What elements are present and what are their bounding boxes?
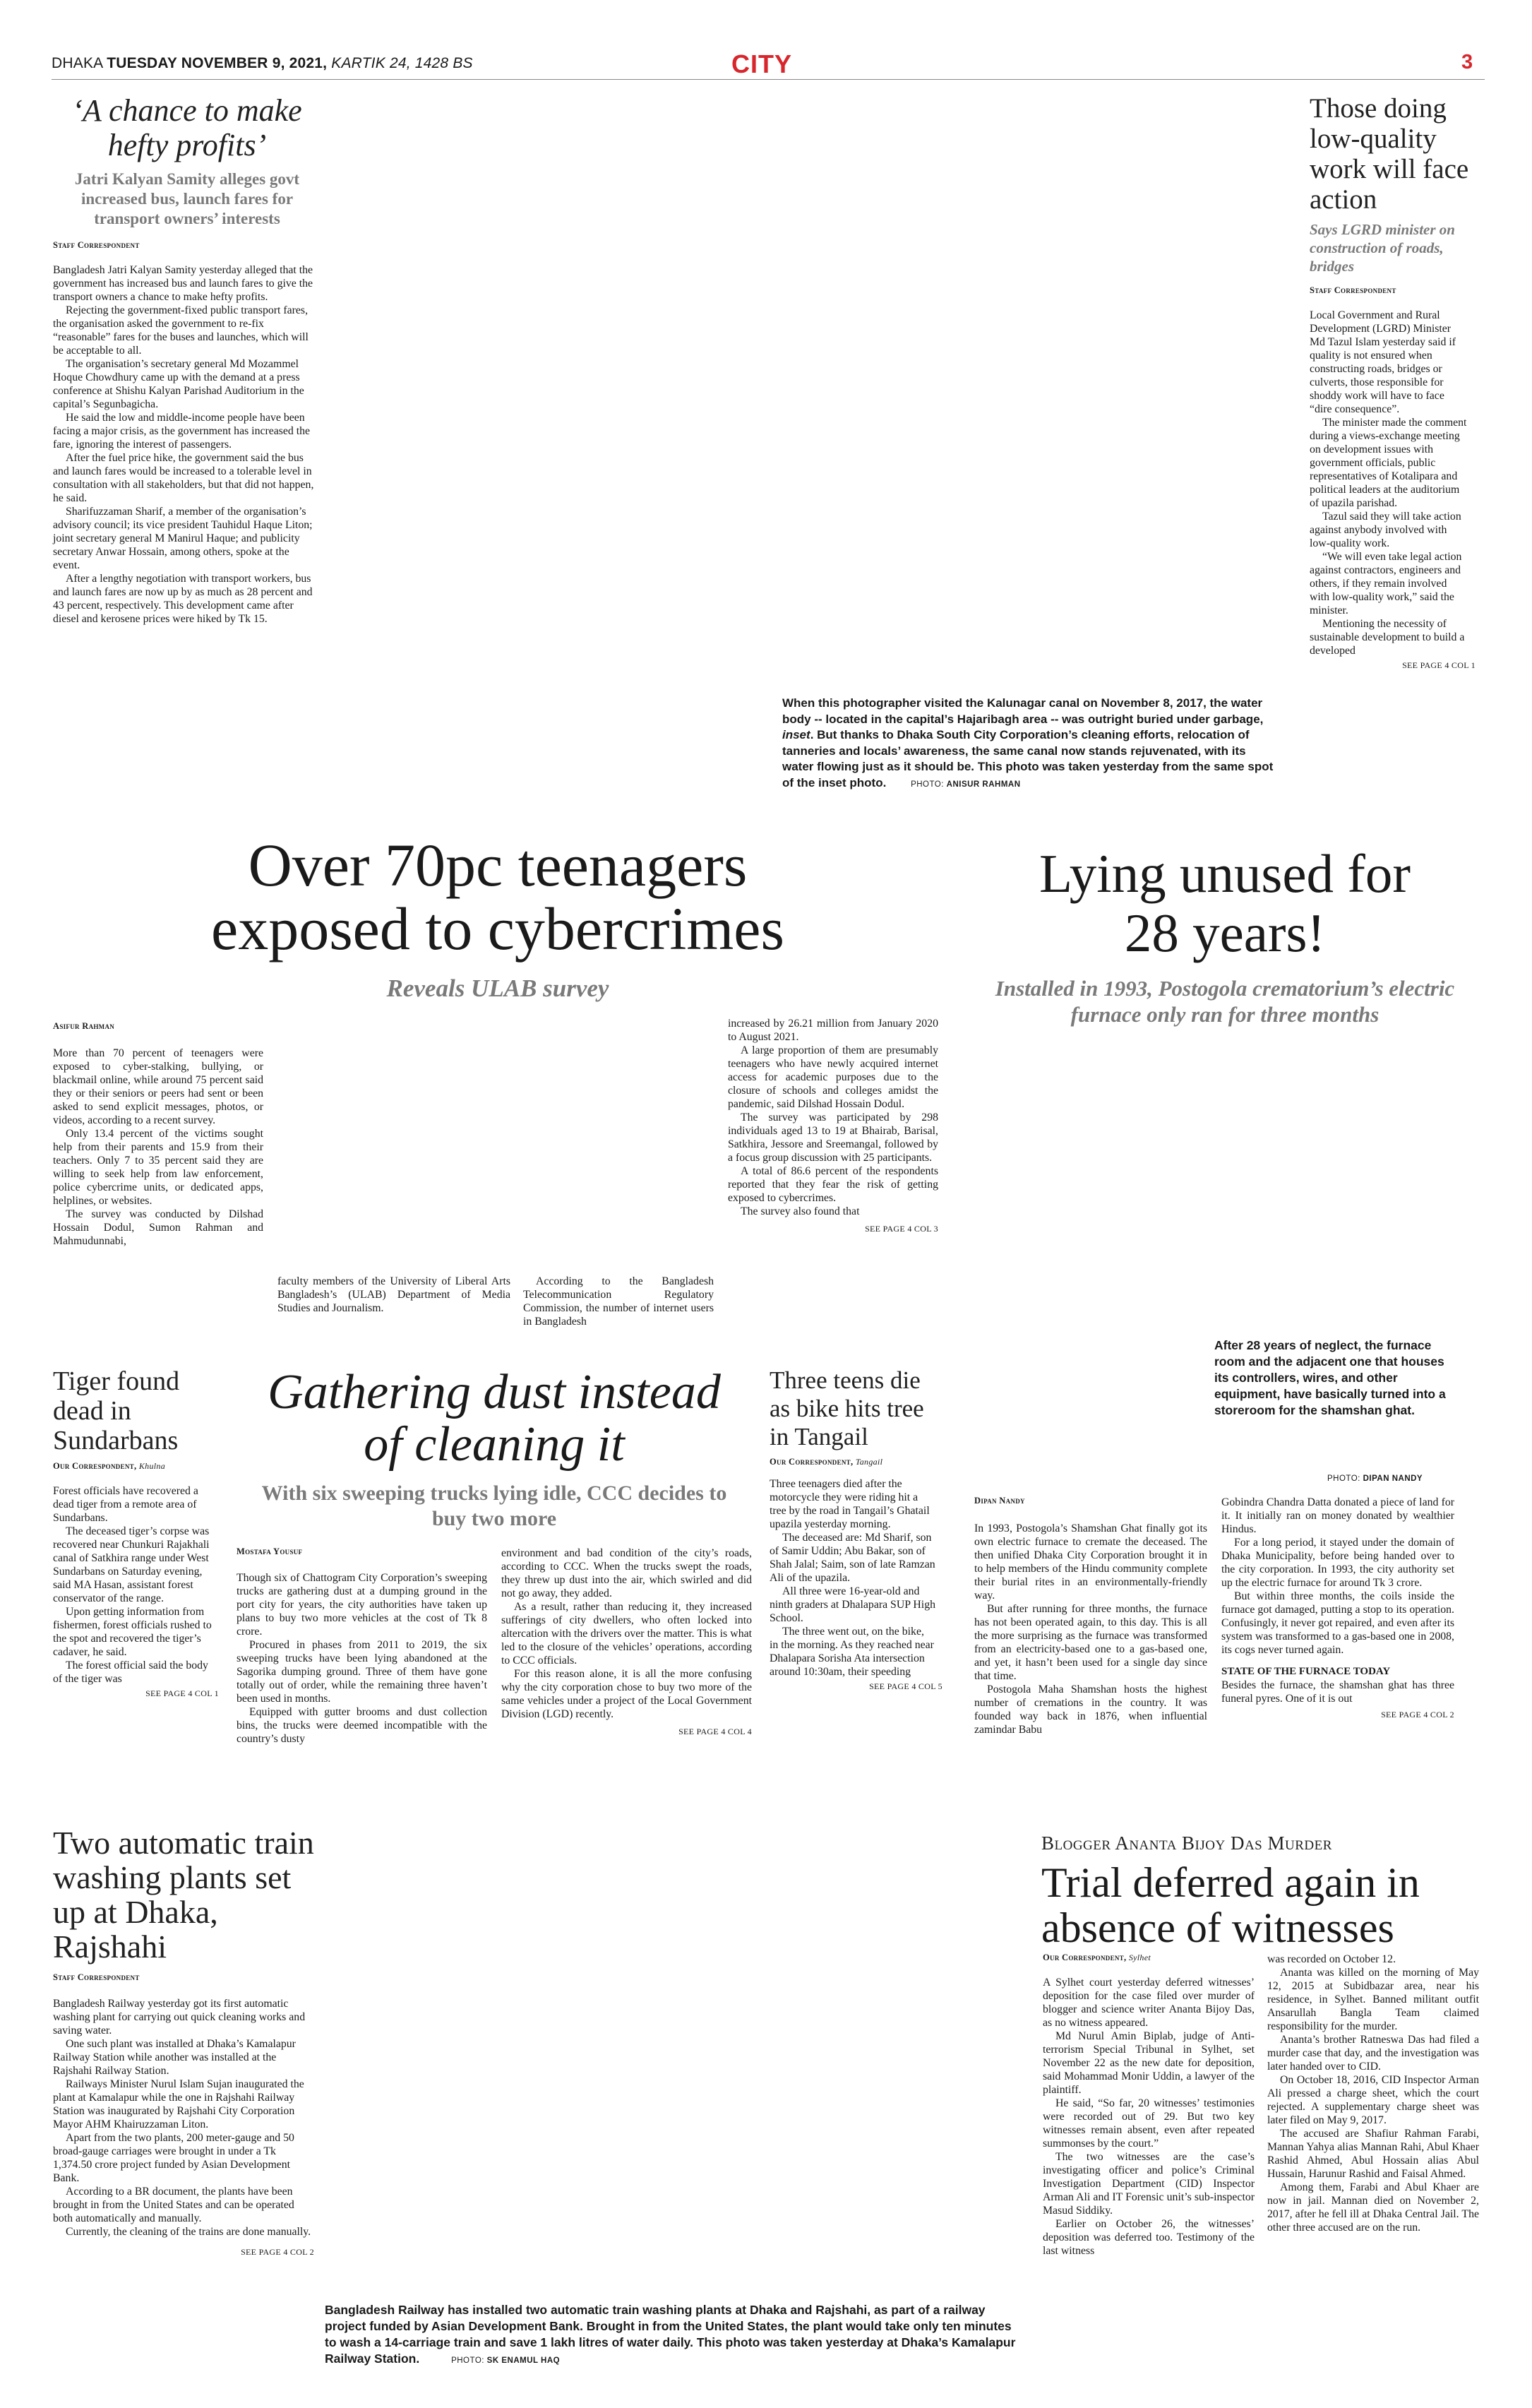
story-bus-para: Rejecting the government-fixed public transport fares, the organisation asked the government to re-fix “reasonable” fares for the buses and launches, which will be acceptable to all. xyxy=(53,304,309,357)
crematorium-headline xyxy=(978,844,1472,962)
train-para: One such plant was installed at Dhaka’s Kamalapur Railway Station while another was installed at the Rajshahi Railway Station. xyxy=(53,2038,296,2077)
tiger-byline xyxy=(53,1461,229,1472)
story-lgrd-headline: Those doing low-quality work will face action xyxy=(1310,93,1469,215)
story-bus-subhead: Jatri Kalyan Samity alleges govt increased bus, launch fares for transport owners’ interests xyxy=(74,170,300,227)
cyber-para: The survey also found that xyxy=(741,1205,860,1217)
crematorium-jump[interactable]: SEE PAGE 4 COL 2 xyxy=(1381,1710,1454,1719)
tiger-para: Forest officials have recovered a dead tiger from a remote area of Sundarbans. xyxy=(53,1485,198,1524)
canal-photo-caption xyxy=(782,696,1276,792)
story-cyber-subhead: Reveals ULAB survey xyxy=(386,974,609,1002)
dust-jump[interactable]: SEE PAGE 4 COL 4 xyxy=(678,1727,752,1736)
story-crematorium-head xyxy=(978,844,1472,1027)
trial-headline: Trial deferred again in absence of witnesses xyxy=(1041,1859,1420,1951)
trial-para: He said, “So far, 20 witnesses’ testimonies were recorded out of 29. But two key witnesses remain absent, even after repeated summonses by the court.” xyxy=(1043,2097,1255,2150)
trial-para: Earlier on October 26, the witnesses’ deposition was deferred too. Testimony of the last witness xyxy=(1043,2218,1255,2257)
trial-col2 xyxy=(1267,1953,1479,2234)
crematorium-photo-caption: After 28 years of neglect, the furnace room and the adjacent one that houses its controllers, wires, and other equipment, have basically turned into a storeroom for the shamshan ghat. xyxy=(1214,1338,1446,1417)
story-train xyxy=(53,1825,321,2258)
story-bus-para: After the fuel price hike, the government said the bus and launch fares would be increased to a tolerable level in consultation with all stakeholders, but that did not happen, he said. xyxy=(53,452,314,504)
masthead-dateline xyxy=(52,55,473,72)
story-bus-body xyxy=(53,263,314,626)
teens-headline: Three teens die as bike hits tree in Tangail xyxy=(770,1366,924,1450)
byline-place: Tangail xyxy=(855,1457,883,1467)
story-cyber-jump[interactable]: SEE PAGE 4 COL 3 xyxy=(865,1224,938,1234)
tiger-para: Upon getting information from fishermen, forest officials rushed to the spot and recovered the tiger’s cadaver, he said. xyxy=(53,1606,212,1658)
story-lgrd-byline: Staff Correspondent xyxy=(1310,285,1396,295)
teens-para: The three went out, on the bike, in the morning. As they reached near Dhalapara Sorisha Ata intersection around 10:30am, their speeding xyxy=(770,1626,934,1678)
dust-para: environment and bad condition of the city’s roads, according to CCC. When the trucks swept the roads, they threw up dust into the air, which swirled and did not go away, they added. xyxy=(501,1547,752,1599)
story-bus-para: Sharifuzzaman Sharif, a member of the organisation’s advisory council; its vice president Tauhidul Haque Liton; joint secretary general M Manirul Haque; and publicity secretary Anwar Hossain, among others, spoke at the event. xyxy=(53,506,313,571)
crematorium-col2 xyxy=(1221,1496,1454,1722)
cyber-headline-line: exposed to cybercrimes xyxy=(211,895,784,962)
canal-caption-text: When this photographer visited the Kalunagar canal on November 8, 2017, the water body -- located in the capital’s Hajaribagh area -- was outright buried under garbage, xyxy=(782,696,1264,726)
story-lgrd xyxy=(1310,93,1490,671)
crematorium-photo-credit xyxy=(1327,1474,1423,1483)
dust-subhead: With six sweeping trucks lying idle, CCC decides to buy two more xyxy=(261,1482,727,1530)
teens-para: The deceased are: Md Sharif, son of Samir Uddin; Abu Bakar, son of Shah Jalal; Saim, son of late Ramzan Ali of the upazila. xyxy=(770,1532,935,1584)
crematorium-para: Postogola Maha Shamshan hosts the highest number of cremations in the country. It was founded way back in 1876, when influential zamindar Babu xyxy=(974,1683,1207,1736)
byline-text: Our Correspondent, xyxy=(53,1461,137,1471)
credit-label: PHOTO: xyxy=(1327,1474,1360,1483)
story-bus-byline: Staff Correspondent xyxy=(53,240,140,250)
dust-para: Equipped with gutter brooms and dust collection bins, the trucks were deemed incompatible with the country’s dusty xyxy=(237,1706,487,1745)
tiger-headline: Tiger found dead in Sundarbans xyxy=(53,1366,180,1455)
cyber-para: A large proportion of them are presumably teenagers who have newly acquired internet access for academic purposes due to the closure of schools and colleges amidst the pandemic, said Dilshad Hossain Dodul. xyxy=(728,1044,938,1110)
story-bus-para: After a lengthy negotiation with transport workers, bus and launch fares are now up by as much as 28 percent and 43 percent, respectively. This development came after diesel and kerosene prices were hiked by Tk 15. xyxy=(53,573,313,625)
story-lgrd-jump[interactable]: SEE PAGE 4 COL 1 xyxy=(1402,660,1476,670)
trial-para: The two witnesses are the case’s investigating officer and police’s Criminal Investigation Department (CID) Inspector Arman Ali and IT Forensic unit’s sub-inspector Masud Siddiky. xyxy=(1043,2151,1255,2217)
train-para: Apart from the two plants, 200 meter-gauge and 50 broad-gauge carriages were brought in under a Tk 1,374.50 crore project funded by Asian Development Bank. xyxy=(53,2132,294,2184)
story-cyber-headline xyxy=(53,833,942,960)
tiger-para: The forest official said the body of the tiger was xyxy=(53,1659,208,1685)
cyber-para: The survey was conducted by Dilshad Hossain Dodul, Sumon Rahman and Mahmudunnabi, xyxy=(53,1208,263,1247)
crematorium-subhead: Installed in 1993, Postogola crematorium’s electric furnace only ran for three months xyxy=(995,976,1455,1027)
trial-para: was recorded on October 12. xyxy=(1267,1953,1396,1965)
credit-label: PHOTO: xyxy=(451,2356,484,2365)
section-title: CITY xyxy=(731,49,793,78)
dust-col1 xyxy=(237,1571,487,1746)
dust-headline-line: of cleaning it xyxy=(364,1417,625,1472)
train-byline: Staff Correspondent xyxy=(53,1972,140,1982)
crematorium-subsection: STATE OF THE FURNACE TODAY xyxy=(1221,1666,1391,1677)
dust-para: Though six of Chattogram City Corporation’s sweeping trucks are gathering dust at a dumping ground in the port city for years, the city authorities have taken up plans to buy two more vehicles at the cost of Tk 8 crore. xyxy=(237,1572,487,1638)
crematorium-byline: Dipan Nandy xyxy=(974,1496,1025,1506)
canal-photo-credit xyxy=(911,780,1020,789)
story-lgrd-para: Tazul said they will take action against anybody involved with low-quality work. xyxy=(1310,511,1461,549)
byline-text: Our Correspondent, xyxy=(770,1457,854,1467)
cyber-para: The survey was participated by 298 individuals aged 13 to 19 at Bhairab, Barisal, Satkhira, Jessore and Sreemangal, followed by a focus group discussion with 25 participants. xyxy=(728,1111,938,1164)
byline-place: Sylhet xyxy=(1128,1953,1151,1962)
teens-para: Three teenagers died after the motorcycle they were riding hit a tree by the road in Tangail’s Ghatail upazila yesterday morning. xyxy=(770,1478,930,1530)
dust-col2 xyxy=(501,1546,752,1739)
train-headline: Two automatic train washing plants set up at Dhaka, Rajshahi xyxy=(53,1825,314,1965)
story-lgrd-para: The minister made the comment during a views-exchange meeting on development issues with government officials, public representatives of Kotalipara and political leaders at the auditorium of upazila parishad. xyxy=(1310,417,1467,509)
dateline-city: DHAKA xyxy=(52,55,103,71)
trial-kicker: Blogger Ananta Bijoy Das Murder xyxy=(1041,1832,1332,1854)
story-bus-headline: ‘A chance to make hefty profits’ xyxy=(72,93,302,162)
dateline-bangla: KARTIK 24, 1428 BS xyxy=(331,55,473,71)
cyber-headline-line: Over 70pc teenagers xyxy=(248,831,748,899)
story-bus-para: Bangladesh Jatri Kalyan Samity yesterday alleged that the government has increased bus and launch fares to give the transport owners a chance to make hefty profits. xyxy=(53,264,313,303)
story-lgrd-body xyxy=(1310,309,1468,657)
train-body xyxy=(53,1997,314,2239)
dust-byline: Mostafa Yousuf xyxy=(237,1546,303,1556)
trial-para: Md Nurul Amin Biplab, judge of Anti-terrorism Special Tribunal in Sylhet, set November 22 as the new date for deposition, said Mohammad Monir Uddin, a lawyer of the plaintiff. xyxy=(1043,2030,1255,2096)
crematorium-para: In 1993, Postogola’s Shamshan Ghat finally got its own electric furnace to cremate the deceased. The then unified Dhaka City Corporation brought it in to help members of the Hindu community complete their burial rites in an environmentally-friendly way. xyxy=(974,1522,1207,1602)
teens-para: All three were 16-year-old and ninth graders at Dhalapara SUP High School. xyxy=(770,1585,935,1624)
story-teens xyxy=(770,1366,946,1692)
train-jump[interactable]: SEE PAGE 4 COL 2 xyxy=(241,2247,314,2257)
cyber-para: Only 13.4 percent of the victims sought help from their parents and 15.9 from their teachers. Only 7 to 35 percent said they are willing to seek help from law enforcement, police cybercrime units, or dedicated apps, helplines, or websites. xyxy=(53,1128,263,1207)
story-dust-head xyxy=(237,1366,752,1532)
story-cyber-col2 xyxy=(277,1275,510,1315)
canal-photo-area xyxy=(782,696,1276,792)
story-cyber-col3 xyxy=(523,1275,714,1328)
dust-para: Procured in phases from 2011 to 2019, the six sweeping trucks have been lying abandoned at the Sagorika dumping ground. Three of them have gone totally out of order, while the remaining three haven’t been used in months. xyxy=(237,1639,487,1705)
tiger-para: The deceased tiger’s corpse was recovered near Chunkuri Rajakhali canal of Satkhira range under West Sundarbans on Saturday evening, said MA Hasan, assistant forest conservator of the range. xyxy=(53,1525,210,1604)
trial-para: Ananta was killed on the morning of May 12, 2015 at Subidbazar area, near his residence, in Sylhet. Banned militant outfit Ansarullah Bangla Team claimed responsibility for the murder. xyxy=(1267,1967,1479,2032)
story-lgrd-para: “We will even take legal action against contractors, engineers and others, if they remain involved with low-quality work,” said the minister. xyxy=(1310,551,1462,616)
story-bus-para: The organisation’s secretary general Md Mozammel Hoque Chowdhury came up with the demand at a press conference at Shishu Kalyan Parishad Auditorium in the capital’s Segunbagicha. xyxy=(53,358,304,410)
teens-byline xyxy=(770,1457,946,1467)
story-bus-para: He said the low and middle-income people have been facing a major crisis, as the government has increased the fare, ignoring the interest of passengers. xyxy=(53,412,311,451)
dust-headline-line: Gathering dust instead xyxy=(268,1365,721,1419)
crematorium-col1 xyxy=(974,1522,1207,1736)
tiger-jump[interactable]: SEE PAGE 4 COL 1 xyxy=(145,1688,219,1698)
cyber-para: increased by 26.21 million from January 2020 to August 2021. xyxy=(728,1018,938,1043)
cyber-para: A total of 86.6 percent of the respondents reported that they fear the risk of getting exposed to cybercrimes. xyxy=(728,1165,938,1204)
train-para: Bangladesh Railway yesterday got its first automatic washing plant for carrying out quick cleaning works and saving water. xyxy=(53,1998,306,2037)
crematorium-headline-line: Lying unused for xyxy=(1039,843,1411,904)
crematorium-headline-line: 28 years! xyxy=(1124,902,1326,963)
story-lgrd-para: Mentioning the necessity of sustainable development to build a developed xyxy=(1310,618,1465,657)
trial-para: Among them, Farabi and Abul Khaer are now in jail. Mannan died on November 2, 2017, after he fell ill at Dhaka Central Jail. The other three accused are on the run. xyxy=(1267,2181,1479,2234)
story-cyber-col4 xyxy=(728,1017,938,1236)
trial-para: On October 18, 2016, CID Inspector Arman Ali pressed a charge sheet, which the court rejected. A supplementary charge sheet was later filed on May 9, 2017. xyxy=(1267,2074,1479,2126)
teens-body xyxy=(770,1477,935,1679)
trial-para: A Sylhet court yesterday deferred witnesses’ deposition for the case filed over murder of blogger and science writer Ananta Bijoy Das, as no witness appeared. xyxy=(1043,1977,1255,2029)
train-photo-credit xyxy=(451,2356,560,2365)
story-cyber-byline: Asifur Rahman xyxy=(53,1021,115,1031)
masthead-rule xyxy=(52,79,1485,80)
crematorium-para: But within three months, the coils inside the furnace got damaged, putting a stop to its operation. Confusingly, it never got repaired, and even after its system was transformed to a gas-based one in 2008, its cogs never turned again. xyxy=(1221,1590,1454,1656)
teens-jump[interactable]: SEE PAGE 4 COL 5 xyxy=(869,1681,942,1691)
crematorium-para: Besides the furnace, the shamshan ghat has three funeral pyres. One of it is out xyxy=(1221,1679,1454,1705)
dust-para: As a result, rather than reducing it, they increased sufferings of city dwellers, who often locked into altercation with the drivers over the matter. This is what led to the closure of the vehicles’ operations, according to CCC officials. xyxy=(501,1601,752,1667)
train-para: Currently, the cleaning of the trains are done manually. xyxy=(66,2226,311,2238)
train-photo-caption xyxy=(325,2302,1017,2369)
credit-name: ANISUR RAHMAN xyxy=(946,780,1021,789)
story-lgrd-para: Local Government and Rural Development (LGRD) Minister Md Tazul Islam yesterday said if quality is not ensured when constructing roads, bridges or culverts, those responsible for shoddy work will have to face “dire consequence”. xyxy=(1310,309,1456,415)
canal-caption-inset: inset xyxy=(782,728,810,741)
story-tiger xyxy=(53,1366,229,1699)
tiger-body xyxy=(53,1484,215,1686)
credit-name: DIPAN NANDY xyxy=(1363,1474,1423,1483)
page-number: 3 xyxy=(1461,51,1473,73)
dateline-day: TUESDAY NOVEMBER 9, 2021, xyxy=(107,55,328,71)
cyber-para: More than 70 percent of teenagers were exposed to cyber-stalking, bullying, or blackmail online, while around 75 percent said they or their seniors or peers had sent or been asked to send explicit messages, photos, or videos, according to a recent survey. xyxy=(53,1047,263,1126)
trial-para: Ananta’s brother Ratneswa Das had filed a murder case that day, and the investigation was later handed over to CID. xyxy=(1267,2034,1479,2073)
credit-name: SK ENAMUL HAQ xyxy=(486,2356,561,2365)
train-para: Railways Minister Nurul Islam Sujan inaugurated the plant at Kamalapur while the one in Rajshahi Railway Station was inaugurated by Rajshahi City Corporation Mayor AHM Khairuzzaman Liton. xyxy=(53,2078,304,2130)
trial-para: The accused are Shafiur Rahman Farabi, Mannan Yahya alias Mannan Rahi, Abul Khaer Rashid Ahmed, Abul Hossain alias Abul Hussain, Harunur Rashid and Faisal Ahmed. xyxy=(1267,2128,1479,2180)
byline-place: Khulna xyxy=(138,1461,165,1471)
story-cyber-col1 xyxy=(53,1047,263,1248)
train-para: According to a BR document, the plants have been brought in from the United States and can be operated both automatically and manually. xyxy=(53,2186,294,2224)
story-bus-fares xyxy=(53,93,321,626)
canal-caption-text-end: . But thanks to Dhaka South City Corporation’s cleaning efforts, relocation of tanneries and locals’ awareness, the same canal now stands rejuvenated, with its water flowing just as it should be. This photo was taken yesterday from the same spot of the inset photo. xyxy=(782,728,1274,789)
byline-text: Our Correspondent, xyxy=(1043,1953,1127,1962)
story-lgrd-subhead: Says LGRD minister on construction of roads, bridges xyxy=(1310,221,1455,275)
train-caption-text: Bangladesh Railway has installed two automatic train washing plants at Dhaka and Rajshahi, as part of a railway project funded by Asian Development Bank. Brought in from the United States, the plant would take only ten minutes to wash a 14-carriage train and save 1 lakh litres of water daily. This photo was taken yesterday at Dhaka’s Kamalapur Railway Station. xyxy=(325,2303,1016,2366)
trial-col1 xyxy=(1043,1976,1255,2258)
crematorium-para: For a long period, it stayed under the domain of Dhaka Municipality, before being handed over to the city corporation. In 1993, the city authority set up the electric furnace for around Tk 3 crore. xyxy=(1221,1537,1454,1589)
cyber-para: faculty members of the University of Liberal Arts Bangladesh’s (ULAB) Department of Media Studies and Journalism. xyxy=(277,1275,510,1314)
story-cyber xyxy=(53,833,942,1003)
cyber-para: According to the Bangladesh Telecommunication Regulatory Commission, the number of internet users in Bangladesh xyxy=(523,1275,714,1328)
dust-para: For this reason alone, it is all the more confusing why the city corporation chose to buy two more of the same vehicles under a project of the Local Government Division (LGD) recently. xyxy=(501,1668,752,1720)
crematorium-para: Gobindra Chandra Datta donated a piece of land for it. It initially ran on money donated by wealthier Hindus. xyxy=(1221,1496,1454,1535)
dust-headline xyxy=(237,1366,752,1471)
trial-byline xyxy=(1043,1953,1151,1963)
story-trial-head xyxy=(1041,1832,1493,1950)
credit-label: PHOTO: xyxy=(911,780,944,789)
crematorium-para: But after running for three months, the furnace has not been operated again, to this day. This is all the more surprising as the furnace was transformed from an electricity-based one to a gas-based one, and yet, it hasn’t been used for a single day since that time. xyxy=(974,1603,1207,1682)
